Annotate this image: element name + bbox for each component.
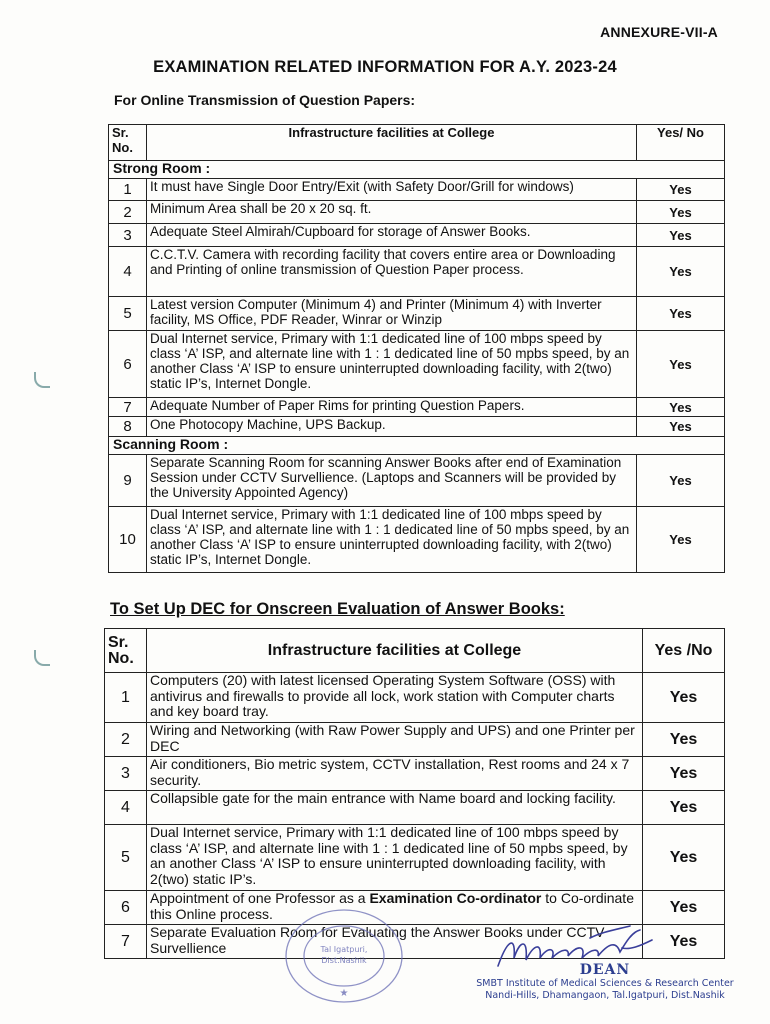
table-row (109, 297, 725, 331)
row-sr: 6 (109, 331, 147, 398)
group-row-strong-room (109, 161, 725, 179)
row-sr: 4 (109, 247, 147, 297)
row-text: It must have Single Door Entry/Exit (with Safety Door/Grill for windows) (147, 179, 637, 201)
punch-hole-mark (34, 372, 50, 388)
table-row (109, 224, 725, 247)
row-yesno: Yes (637, 201, 725, 224)
row-yesno: Yes (637, 179, 725, 201)
row-yesno: Yes (637, 398, 725, 417)
row-yesno: Yes (637, 247, 725, 297)
row-yesno: Yes (637, 224, 725, 247)
table-row (109, 507, 725, 573)
row-text: Separate Evaluation Room for Evaluating the Answer Books under CCTV Survellience (147, 925, 643, 959)
row-yesno: Yes (643, 925, 725, 959)
row-sr: 5 (105, 825, 147, 891)
row-yesno: Yes (643, 757, 725, 791)
row-text: Adequate Steel Almirah/Cupboard for storage of Answer Books. (147, 224, 637, 247)
row-text: Collapsible gate for the main entrance with Name board and locking facility. (147, 791, 643, 825)
table-row (105, 791, 725, 825)
table-row (109, 455, 725, 507)
row-sr: 3 (109, 224, 147, 247)
row-sr: 2 (109, 201, 147, 224)
table-header-row (109, 125, 725, 161)
row-text: Dual Internet service, Primary with 1:1 dedicated line of 100 mbps speed by class ‘A’ ISP, and alternate line with 1 : 1 dedicated line of 50 mpbs speed, by an another Class ‘A’ ISP to ensure uninterrupted downloading facility, with 2(two) static IP’s, Internet Dongle. (147, 507, 637, 573)
dean-block (470, 962, 740, 1002)
table-row (109, 417, 725, 437)
table-header-row (105, 629, 725, 673)
row-text: Adequate Number of Paper Rims for printing Question Papers. (147, 398, 637, 417)
stamp-line: Dist.Nashik (321, 956, 367, 965)
row-text: Latest version Computer (Minimum 4) and Printer (Minimum 4) with Inverter facility, MS Office, PDF Reader, Winrar or Winzip (147, 297, 637, 331)
row-yesno: Yes (643, 891, 725, 925)
row-sr: 1 (105, 673, 147, 723)
section2-subtitle: To Set Up DEC for Onscreen Evaluation of Answer Books: (110, 600, 565, 618)
group-row-scanning-room (109, 437, 725, 455)
row-sr: 6 (105, 891, 147, 925)
row-sr: 2 (105, 723, 147, 757)
header-yesno: Yes /No (643, 629, 725, 673)
row-sr: 5 (109, 297, 147, 331)
table-row (109, 331, 725, 398)
table-row (105, 757, 725, 791)
table-row (109, 201, 725, 224)
page-title: EXAMINATION RELATED INFORMATION FOR A.Y. 2023-24 (153, 58, 617, 76)
dean-institute: SMBT Institute of Medical Sciences & Research Center (476, 978, 734, 989)
row-sr: 9 (109, 455, 147, 507)
row-sr: 7 (105, 925, 147, 959)
header-sr: Sr. No. (109, 125, 147, 161)
row-sr: 4 (105, 791, 147, 825)
table-row (105, 723, 725, 757)
row-text: Dual Internet service, Primary with 1:1 dedicated line of 100 mbps speed by class ‘A’ ISP, and alternate line with 1 : 1 dedicated line of 50 mpbs speed, by an another Class ‘A’ ISP to ensure uninterrupted downloading facility, with 2(two) static IP’s, Internet Dongle. (147, 331, 637, 398)
section1-subtitle: For Online Transmission of Question Papers: (114, 92, 416, 108)
header-facility: Infrastructure facilities at College (147, 629, 643, 673)
row-yesno: Yes (643, 791, 725, 825)
stamp-line: Tal Igatpuri, (320, 945, 368, 954)
row-text: C.C.T.V. Camera with recording facility that covers entire area or Downloading and Printing of online transmission of Question Paper process. (147, 247, 637, 297)
row-yesno: Yes (643, 825, 725, 891)
row-sr: 3 (105, 757, 147, 791)
header-sr: Sr. No. (105, 629, 147, 673)
row-text-part: Appointment of one Professor as a (150, 890, 370, 906)
dean-address: Nandi-Hills, Dhamangaon, Tal.Igatpuri, Dist.Nashik (485, 990, 725, 1001)
row-sr: 10 (109, 507, 147, 573)
dean-title: DEAN (579, 962, 631, 978)
row-text: One Photocopy Machine, UPS Backup. (147, 417, 637, 437)
row-sr: 1 (109, 179, 147, 201)
row-sr: 8 (109, 417, 147, 437)
row-text: Dual Internet service, Primary with 1:1 dedicated line of 100 mbps speed by class ‘A’ ISP, and alternate line with 1 : 1 dedicated line of 50 mpbs speed, by an another Class ‘A’ ISP to ensure uninterrupted downloading facility, with 2(two) static IP’s. (147, 825, 643, 891)
header-yesno: Yes/ No (637, 125, 725, 161)
dec-setup-table (104, 628, 725, 959)
row-text: Air conditioners, Bio metric system, CCTV installation, Rest rooms and 24 x 7 security. (147, 757, 643, 791)
group-label: Scanning Room : (109, 437, 725, 455)
row-text: Computers (20) with latest licensed Operating System Software (OSS) with antivirus and firewalls to provide all lock, work station with Computer charts and key board tray. (147, 673, 643, 723)
annexure-label: ANNEXURE-VII-A (600, 24, 718, 40)
institute-stamp (282, 906, 406, 1006)
row-yesno: Yes (637, 297, 725, 331)
row-yesno: Yes (637, 331, 725, 398)
row-yesno: Yes (637, 455, 725, 507)
strong-room-table (108, 124, 725, 573)
header-facility: Infrastructure facilities at College (147, 125, 637, 161)
row-text: Separate Scanning Room for scanning Answer Books after end of Examination Session under CCTV Survellience. (Laptops and Scanners will be provided by the University Appointed Agency) (147, 455, 637, 507)
row-text-bold: Examination Co-ordinator (369, 890, 542, 906)
group-label: Strong Room : (109, 161, 725, 179)
table-row (109, 179, 725, 201)
row-text: Minimum Area shall be 20 x 20 sq. ft. (147, 201, 637, 224)
row-yesno: Yes (643, 723, 725, 757)
row-text-part: to Co-ordinate this Online process. (150, 890, 634, 922)
row-text: Wiring and Networking (with Raw Power Supply and UPS) and one Printer per DEC (147, 723, 643, 757)
table-row (109, 398, 725, 417)
row-yesno: Yes (643, 673, 725, 723)
punch-hole-mark (34, 650, 50, 666)
table-row (105, 825, 725, 891)
row-sr: 7 (109, 398, 147, 417)
row-yesno: Yes (637, 507, 725, 573)
row-yesno: Yes (637, 417, 725, 437)
table-row (109, 247, 725, 297)
svg-text:★: ★ (339, 988, 349, 999)
table-row (105, 673, 725, 723)
